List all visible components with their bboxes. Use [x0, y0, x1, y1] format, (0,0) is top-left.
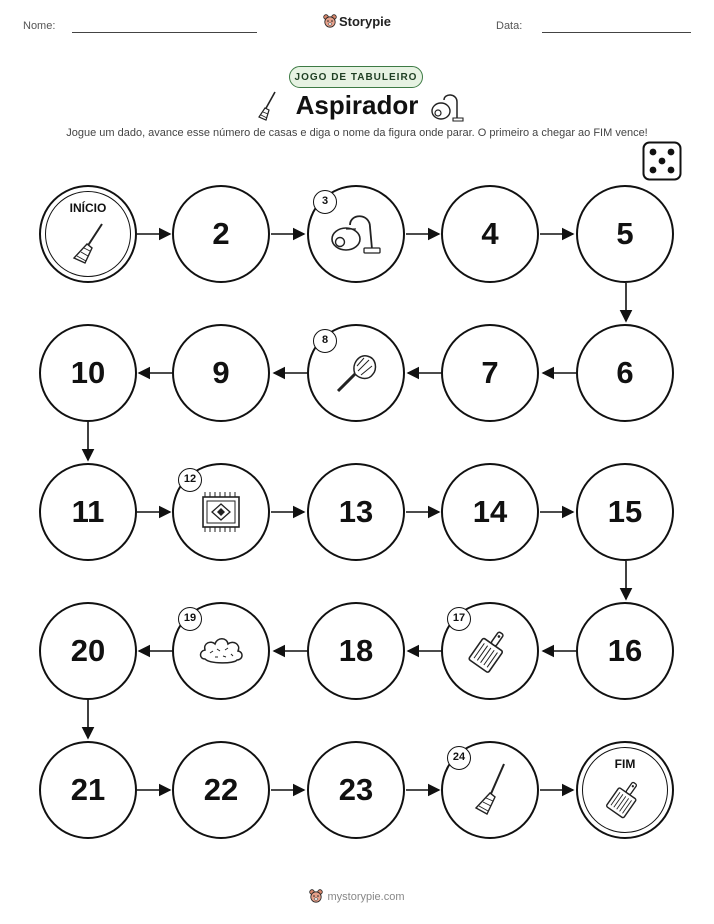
board-space-18[interactable]: [307, 602, 405, 700]
space-number-badge: 17: [447, 607, 471, 631]
board-space-6[interactable]: [576, 324, 674, 422]
space-number-badge: 24: [447, 746, 471, 770]
space-number: 13: [338, 494, 374, 529]
space-number: 7: [481, 355, 499, 390]
space-number: 23: [338, 772, 374, 807]
space-number-badge: 3: [313, 190, 337, 214]
board-space-21[interactable]: [39, 741, 137, 839]
broom-icon: [470, 762, 510, 818]
broom-icon: [68, 221, 108, 265]
space-number: 20: [70, 633, 106, 668]
board-space-2[interactable]: [172, 185, 270, 283]
board-space-15[interactable]: [576, 463, 674, 561]
board-space-7[interactable]: [441, 324, 539, 422]
rug-icon: [196, 491, 246, 533]
space-number: 6: [616, 355, 634, 390]
board-space-11[interactable]: [39, 463, 137, 561]
end-label: FIM: [614, 757, 636, 771]
space-number: 21: [70, 772, 106, 807]
vacuum-cleaner-icon: [328, 211, 384, 257]
space-number-badge: 12: [178, 468, 202, 492]
board-space-20[interactable]: [39, 602, 137, 700]
board-space-5[interactable]: [576, 185, 674, 283]
board-space-10[interactable]: [39, 324, 137, 422]
board-space-9[interactable]: [172, 324, 270, 422]
space-number: 5: [616, 216, 634, 251]
space-number: 9: [212, 355, 230, 390]
space-number: 14: [472, 494, 508, 529]
space-number-badge: 19: [178, 607, 202, 631]
instructions: Jogue um dado, avance esse número de casas e diga o nome da figura onde parar. O primeiro a chegar ao FIM vence!: [66, 127, 648, 139]
space-number: 2: [212, 216, 230, 251]
footer: [0, 889, 714, 903]
space-number: 16: [607, 633, 643, 668]
space-number: 18: [338, 633, 374, 668]
dust-bunny-icon: [197, 633, 245, 669]
space-number: 11: [71, 494, 105, 529]
board-space-4[interactable]: [441, 185, 539, 283]
name-label: Nome:: [23, 20, 56, 32]
space-number: 10: [70, 355, 106, 390]
brand-name: Storypie: [338, 14, 391, 29]
board-space-end[interactable]: [576, 741, 674, 839]
footer-url[interactable]: mystorypie.com: [327, 891, 405, 903]
space-number: 15: [607, 494, 643, 529]
space-number-badge: 8: [313, 329, 337, 353]
board-space-16[interactable]: [576, 602, 674, 700]
space-number: 4: [481, 216, 499, 251]
space-number: 22: [203, 772, 239, 807]
dustpan-icon: [603, 777, 647, 821]
page-title: Aspirador: [295, 90, 419, 120]
bear-icon: [309, 889, 323, 903]
feather-duster-icon: [333, 350, 379, 396]
date-label: Data:: [496, 20, 523, 32]
board-space-13[interactable]: [307, 463, 405, 561]
board-space-14[interactable]: [441, 463, 539, 561]
game-type-badge: JOGO DE TABULEIRO: [289, 66, 423, 88]
start-label: INÍCIO: [69, 201, 107, 215]
board-space-22[interactable]: [172, 741, 270, 839]
board-space-start[interactable]: [39, 185, 137, 283]
board-space-23[interactable]: [307, 741, 405, 839]
dustpan-icon: [465, 626, 515, 676]
